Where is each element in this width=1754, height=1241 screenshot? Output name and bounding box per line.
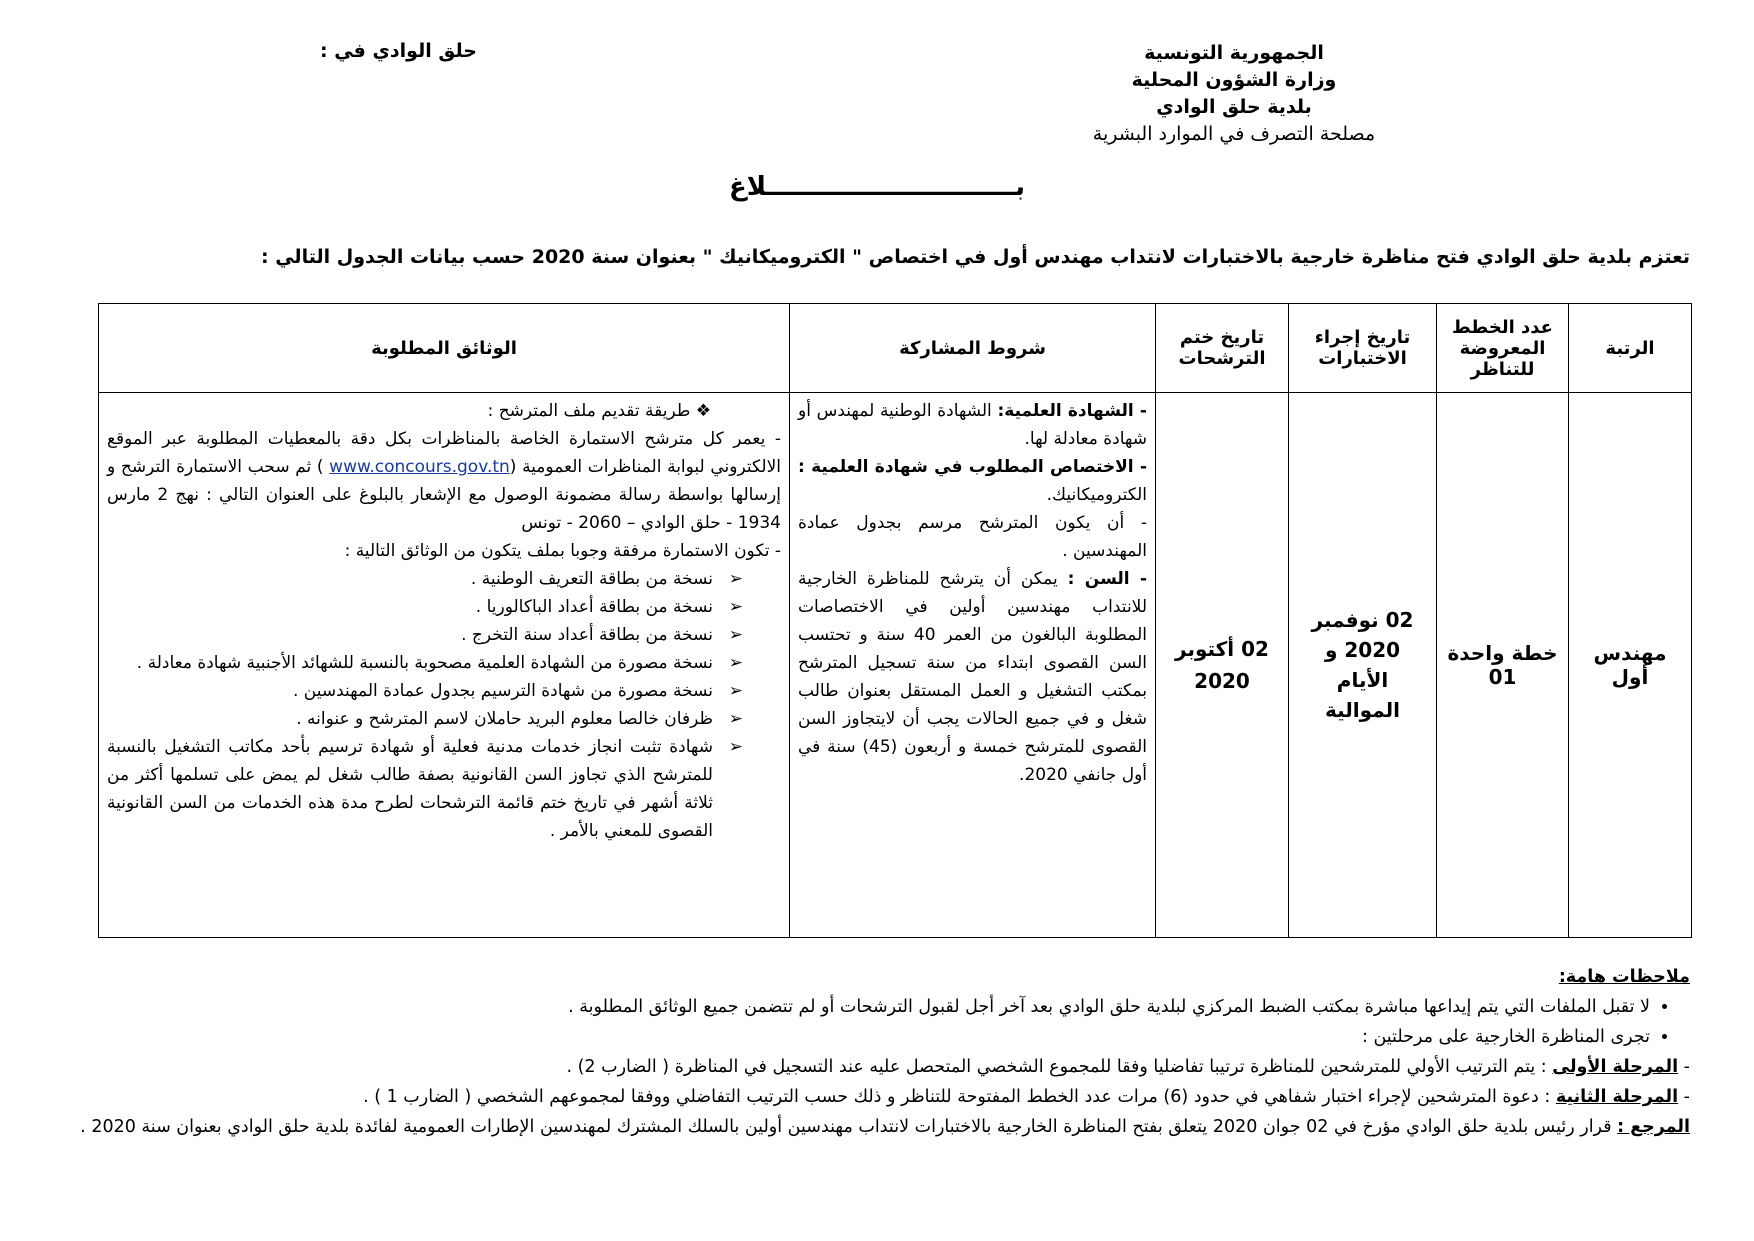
place-date: حلق الوادي في : [320,40,477,62]
phase-two-text: : دعوة المترشحين لإجراء اختبار شفاهي في حدود (6) مرات عدد الخطط المفتوحة للتناظر و ذلك حسب الترتيب التفاضلي ووفقا لمجموعهم الشخصي ( الضارب 1 ) . [363,1087,1556,1107]
positions-label: خطة واحدة [1447,641,1558,665]
phase-one: - المرحلة الأولى : يتم الترتيب الأولي للمترشحين للمناظرة ترتيبا تفاضليا وفقا للمجموع الشخصي المتحصل عليه عند التسجيل في المناظرة ( الضارب 2) . [566,1057,1690,1077]
submission-text-b: ) ثم سحب الاستمارة الترشح و إرسالها بواسطة رسالة مضمونة الوصول مع الإشعار بالبلوغ على العنوان التالي : نهج 2 مارس 1934 - حلق الوادي – 2060 - تونس [107,457,781,533]
header-conditions: شروط المشاركة [790,304,1156,393]
cell-exam-date [1289,393,1437,938]
list-item: ➢ نسخة مصورة من شهادة الترسيم بجدول عمادة المهندسين . [107,677,717,705]
condition-age-text: يمكن أن يترشح للمناظرة الخارجية للانتداب مهندسين أولين في الاختصاصات المطلوبة البالغون من العمر 40 سنة و تحتسب السن القصوى ابتداء من سنة تسجيل المترشح بمكتب التشغيل و العمل المستقل بعنوان طالب شغل و في جميع الحالات يجب أن لايتجاوز السن القصوى للمترشح خمسة و أربعون (45) سنة في أول جانفي 2020. [798,569,1147,785]
list-item: ➢ نسخة مصورة من الشهادة العلمية مصحوبة بالنسبة للشهائد الأجنبية شهادة معادلة . [107,649,717,677]
concours-link[interactable]: www.concours.gov.tn [329,457,510,477]
header-positions: عدد الخطط المعروضة للتناظر [1437,304,1569,393]
notes-list [70,992,1690,1052]
notes-heading: ملاحظات هامة: [1558,967,1690,987]
submission-paragraph [107,425,781,537]
deadline-day: 02 أكتوبر [1175,637,1269,661]
attachments-intro: - تكون الاستمارة مرفقة وجوبا بملف يتكون من الوثائق التالية : [344,541,781,561]
phase-one-label: المرحلة الأولى [1552,1057,1679,1077]
cell-conditions [790,393,1156,938]
list-item: ➢ ظرفان خالصا معلوم البريد حاملان لاسم المترشح و عنوانه . [107,705,717,733]
reference-text: قرار رئيس بلدية حلق الوادي مؤرخ في 02 جوان 2020 يتعلق بفتح المناظرة الخارجية بالاختبارات لانتداب مهندسين أولين بالسلك المشترك لمهندسين الإطارات العمومية لفائدة بلدية حلق الوادي بعنوان سنة 2020 . [80,1117,1618,1137]
header-exam-date: تاريخ إجراء الاختبارات [1289,304,1437,393]
exam-date-value: 02 نوفمبر 2020 و الأيام الموالية [1311,608,1414,722]
table-row [99,393,1692,938]
intro-paragraph: تعتزم بلدية حلق الوادي فتح مناظرة خارجية بالاختبارات لانتداب مهندس أول في اختصاص " الكتروميكانيك " بعنوان سنة 2020 حسب بيانات الجدول التالي : [261,246,1690,268]
phase-one-text: : يتم الترتيب الأولي للمترشحين للمناظرة ترتيبا تفاضليا وفقا للمجموع الشخصي المتحصل عليه عند التسجيل في المناظرة ( الضارب 2) . [566,1057,1553,1077]
list-item: ➢ شهادة تثبت انجاز خدمات مدنية فعلية أو شهادة ترسيم بأحد مكاتب التشغيل بالنسبة للمترشح الذي تجاوز السن القانونية بصفة طالب شغل لم يمض على تسلمها أكثر من ثلاثة أشهر في تاريخ ختم قائمة الترشحات لطرح مدة هذه الخدمات من السن القانونية القصوى للمعني بالأمر . [107,733,717,845]
condition-degree-label: - الشهادة العلمية: [997,401,1147,421]
competition-table [98,303,1692,938]
condition-registration-text: - أن يكون المترشح مرسم بجدول عمادة المهندسين . [798,513,1147,561]
documents-text [107,397,781,845]
notes-section [70,962,1690,1142]
deadline-year: 2020 [1194,669,1250,693]
republic-name: الجمهورية التونسية [1144,42,1324,64]
phase-two-label: المرحلة الثانية [1555,1087,1679,1107]
cell-deadline [1156,393,1289,938]
list-item: ➢ نسخة من بطاقة التعريف الوطنية . [107,565,717,593]
cell-documents [99,393,790,938]
cell-rank [1569,393,1692,938]
submission-method-heading: ❖ طريقة تقديم ملف المترشح : [487,401,711,421]
conditions-text [798,397,1147,789]
phase-two: - المرحلة الثانية : دعوة المترشحين لإجراء اختبار شفاهي في حدود (6) مرات عدد الخطط المفتوحة للتناظر و ذلك حسب الترتيب التفاضلي ووفقا لمجموعهم الشخصي ( الضارب 1 ) . [363,1087,1690,1107]
header-documents: الوثائق المطلوبة [99,304,790,393]
page-title: بــــــــــــــــــــــــــــلاغ [728,172,1026,202]
documents-list [107,565,781,845]
reference [70,1112,1690,1142]
condition-specialty-text: الكتروميكانيك. [1046,485,1147,505]
rank-value: مهندس أول [1593,641,1667,689]
list-item: • لا تقبل الملفات التي يتم إيداعها مباشرة بمكتب الضبط المركزي لبلدية حلق الوادي بعد آخر أجل لقبول الترشحات أو لم تتضمن جميع الوثائق المطلوبة . [70,992,1650,1022]
header-rank: الرتبة [1569,304,1692,393]
ministry-name: وزارة الشؤون المحلية [1131,69,1337,91]
reference-label: المرجع : [1617,1117,1690,1137]
list-item: ➢ نسخة من بطاقة أعداد الباكالوريا . [107,593,717,621]
submission-text-a: - يعمر كل مترشح الاستمارة الخاصة بالمناظرات بكل دقة بالمعطيات المطلوبة عبر الموقع الالكتروني لبوابة المناظرات العمومية ( [107,429,781,477]
list-item: • تجرى المناظرة الخارجية على مرحلتين : [70,1022,1650,1052]
header-deadline: تاريخ ختم الترشحات [1156,304,1289,393]
cell-positions [1437,393,1569,938]
condition-specialty-label: - الاختصاص المطلوب في شهادة العلمية : [798,457,1147,477]
condition-degree-text: الشهادة الوطنية لمهندس أو شهادة معادلة لها. [798,401,1147,449]
positions-number: 01 [1488,665,1517,689]
municipality-name: بلدية حلق الوادي [1156,96,1312,118]
list-item: ➢ نسخة من بطاقة أعداد سنة التخرج . [107,621,717,649]
official-header [1024,40,1444,148]
table-header-row [99,304,1692,393]
condition-age-label: - السن : [1067,569,1148,589]
department-name: مصلحة التصرف في الموارد البشرية [1092,123,1376,145]
